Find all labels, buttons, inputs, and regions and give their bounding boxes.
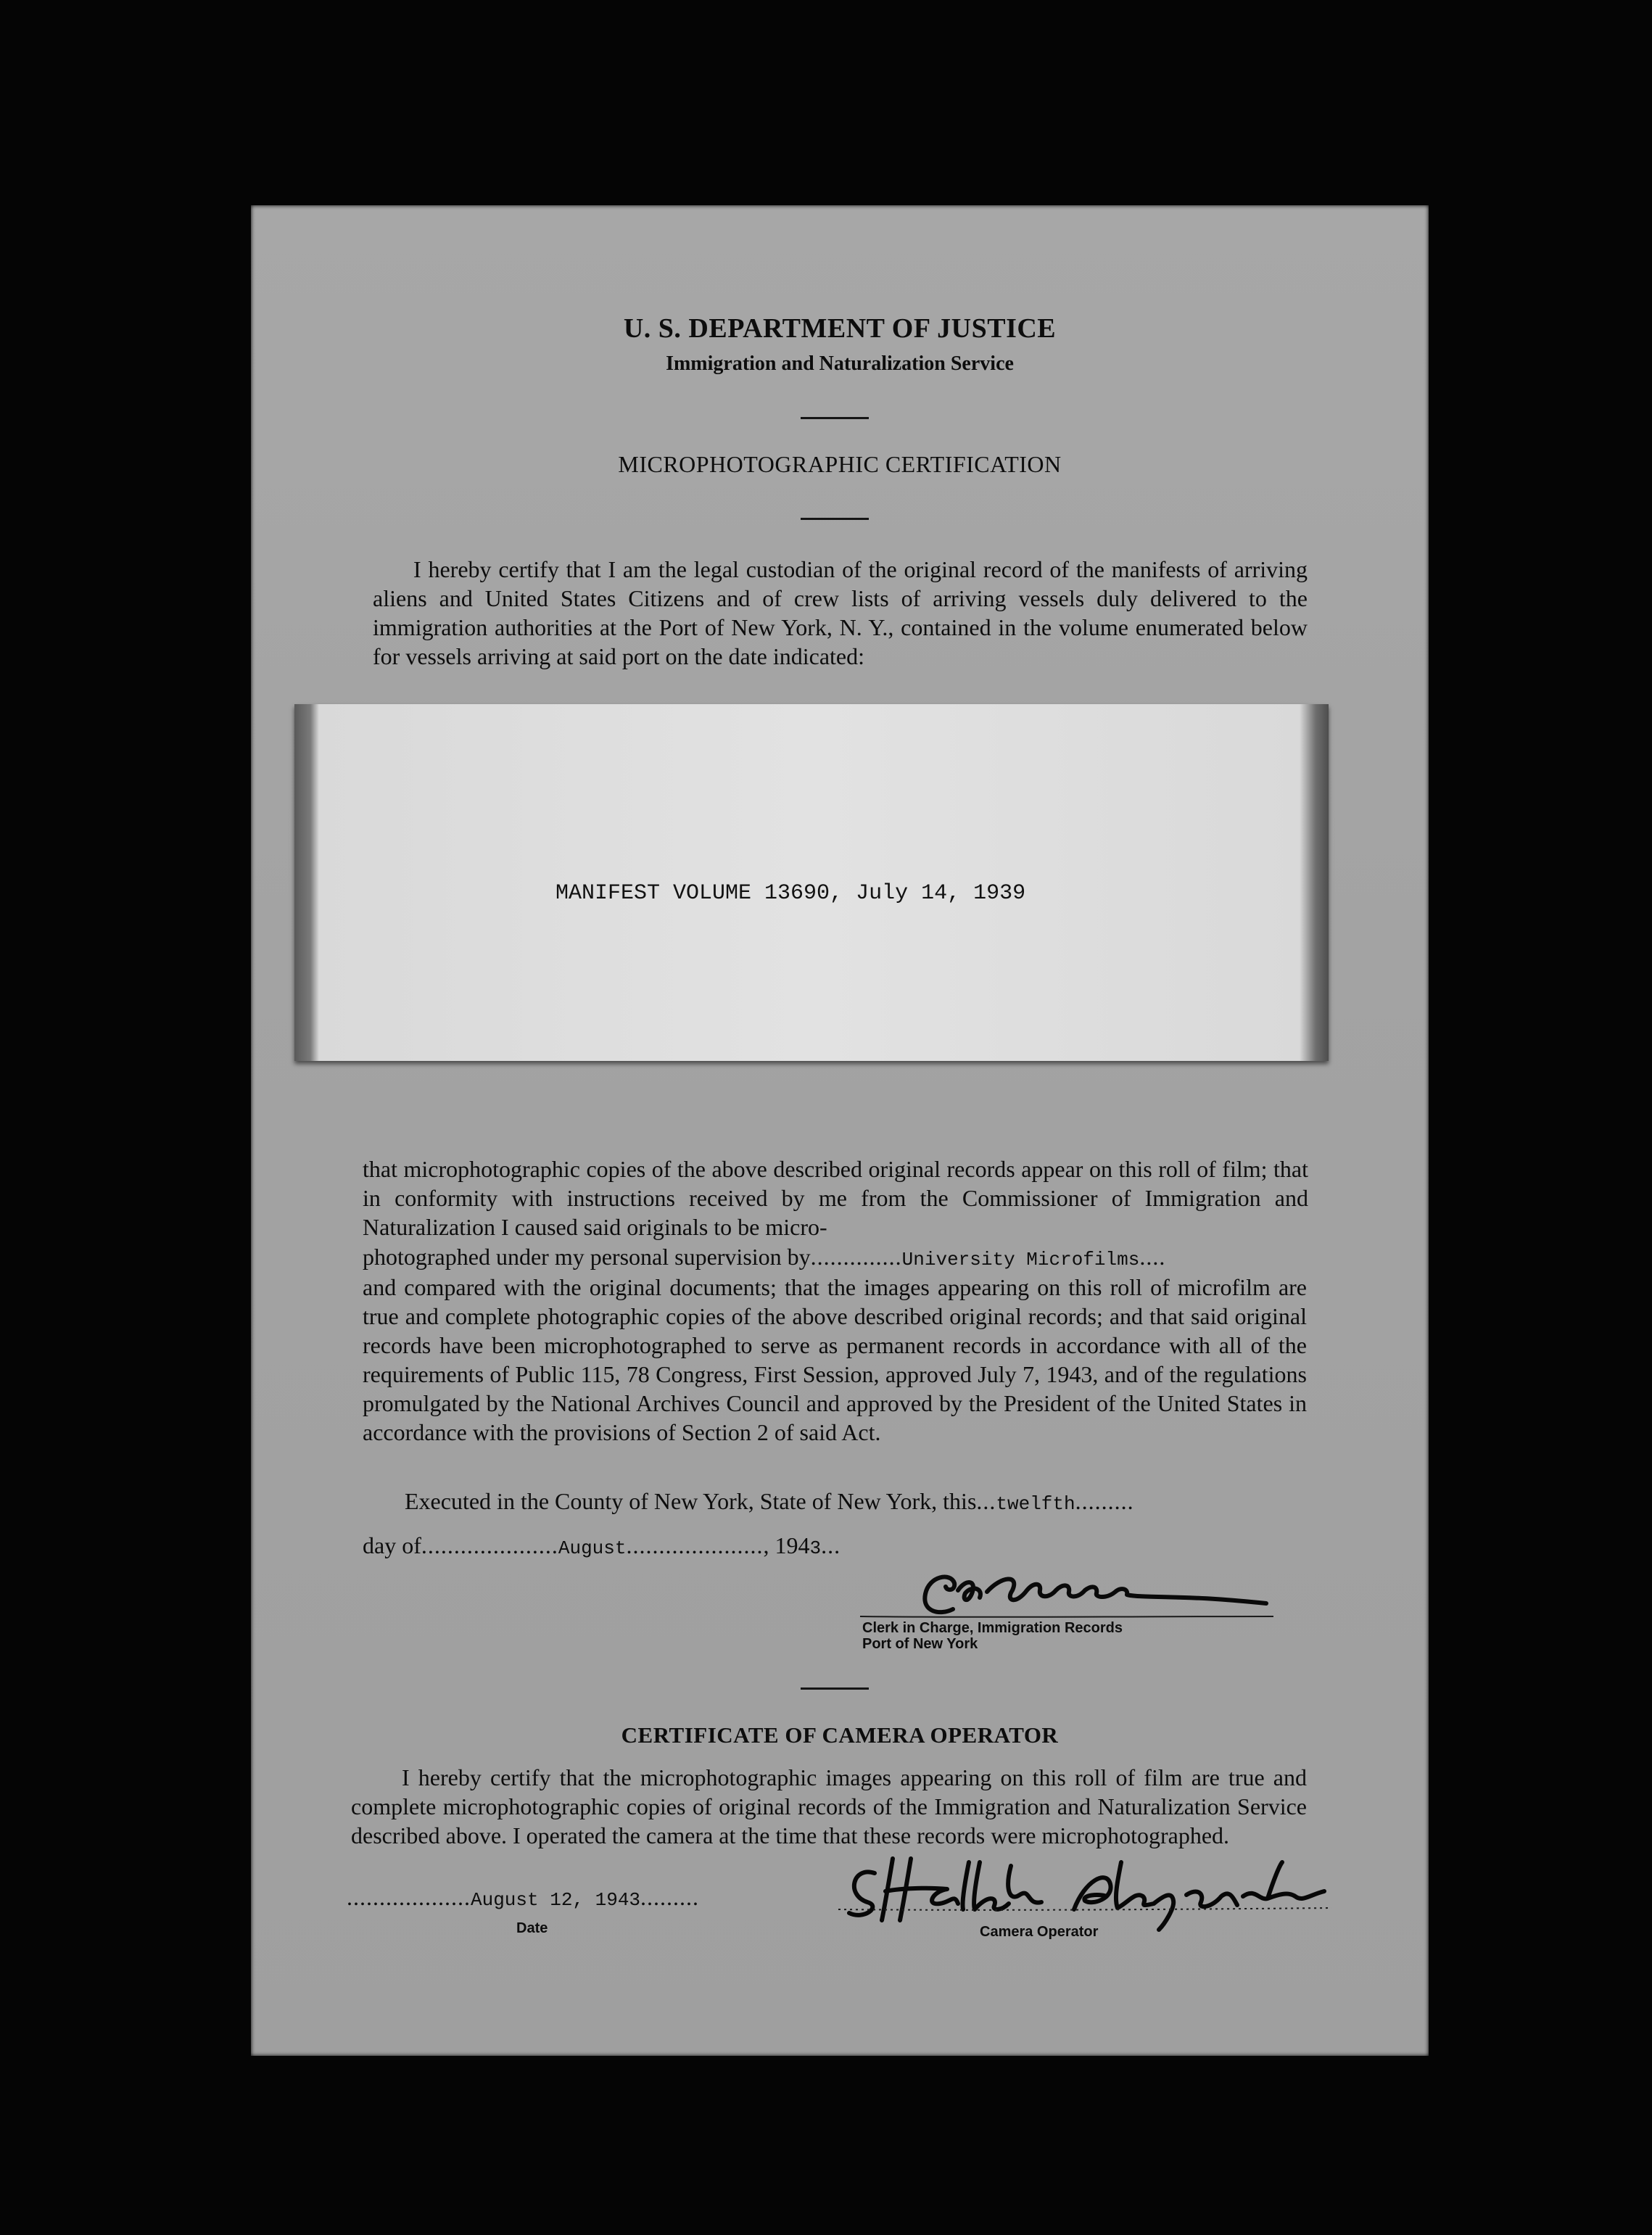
year-prefix: , 194 [763,1532,810,1558]
day-of-dots: ..................... [421,1532,558,1558]
clerk-title-line1: Clerk in Charge, Immigration Records [862,1620,1123,1636]
manifest-volume-text: MANIFEST VOLUME 13690, July 14, 1939 [556,881,1026,906]
month-value: August [558,1537,627,1559]
operator-signature [824,1851,1346,1931]
manifest-slip [294,704,1329,1061]
camera-paragraph: I hereby certify that the microphotographic images appearing on this roll of film are true and complete microphotographic copies of original records of the Immigration and Naturalization Service described above. I operated the camera at the time that these records were microphotographed. [351,1764,1307,1848]
date-dots-end: ......... [640,1884,700,1910]
title-divider [801,518,869,520]
year-value: 3 [809,1537,822,1559]
department-heading: U. S. DEPARTMENT OF JUSTICE [623,313,1057,344]
supervision-line [363,1244,1165,1271]
camera-heading: CERTIFICATE OF CAMERA OPERATOR [621,1722,1059,1748]
day-of-line [363,1532,841,1559]
camera-divider [801,1687,869,1690]
supervision-prefix: photographed under my personal supervision by [363,1244,811,1270]
execution-dots: ... [976,1488,996,1514]
certificate-sheet [251,205,1429,2056]
execution-line [405,1488,1134,1515]
header-divider [801,417,869,419]
body-paragraph-start: that microphotographic copies of the above described original records appear on this roll of film; that in conformity with instructions received by me from the Commissioner of Immigration and Naturalization I caused said originals to be micro- [363,1156,1308,1240]
execution-day-value: twelfth [996,1493,1075,1515]
supervision-dots: .............. [810,1244,902,1270]
camera-operator-label: Camera Operator [980,1924,1099,1940]
certification-title: MICROPHOTOGRAPHIC CERTIFICATION [618,451,1062,477]
execution-prefix: Executed in the County of New York, State of New York, this [405,1488,977,1514]
intro-paragraph: I hereby certify that I am the legal custodian of the original record of the manifests of arriving aliens and United States Citizens and of crew lists of arriving vessels duly delivered to the immigration authorities at the Port of New York, N. Y., contained in the volume enumerated below for vessels arriving at said port on the date indicated: [373,556,1308,669]
year-dots: ... [821,1532,841,1558]
date-value: August 12, 1943 [471,1889,641,1911]
day-of-label: day of [363,1532,421,1558]
supervision-value: University Microfilms [901,1249,1140,1271]
date-label: Date [516,1920,548,1936]
date-line [347,1884,699,1911]
date-dots: ................... [347,1884,471,1910]
clerk-title-line2: Port of New York [862,1636,978,1652]
execution-dots-end: ......... [1075,1488,1134,1514]
service-subheading: Immigration and Naturalization Service [666,352,1014,375]
body-paragraph-rest: and compared with the original documents; that the images appearing on this roll of microfilm are true and complete photographic copies of the above described original records; and that said original records have been microphotographed to serve as permanent records in accordance with all of the requirements of Public 115, 78 Congress, First Session, approved July 7, 1943, and of the regulations promulgated by the National Archives Council and approved by the President of the United States in accordance with the provisions of Section 2 of said Act. [363,1274,1307,1445]
month-dots: ..................... [626,1532,764,1558]
supervision-dots-end: .... [1139,1244,1166,1270]
